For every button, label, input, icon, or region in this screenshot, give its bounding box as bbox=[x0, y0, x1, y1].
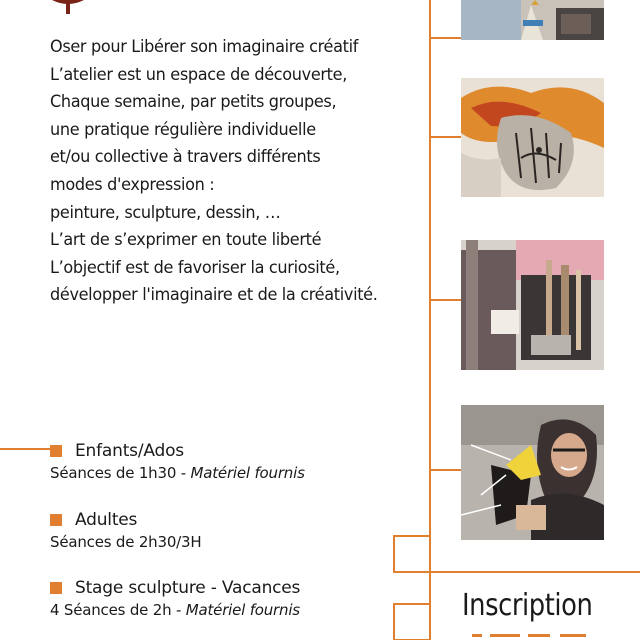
section-enfants-ados bbox=[50, 441, 305, 482]
collage-photo bbox=[461, 240, 604, 370]
section-title: Stage sculpture - Vacances bbox=[75, 578, 301, 598]
intro-line: une pratique régulière individuelle bbox=[50, 119, 316, 140]
section-detail: 4 Séances de 2h - bbox=[50, 601, 186, 619]
intro-text bbox=[50, 34, 422, 310]
intro-line: modes d'expression : bbox=[50, 174, 215, 195]
section-title: Adultes bbox=[75, 510, 138, 530]
intro-line: peinture, sculpture, dessin, … bbox=[50, 202, 281, 223]
inscription-heading: Inscription bbox=[462, 588, 593, 623]
section-detail: Séances de 1h30 - bbox=[50, 464, 191, 482]
intro-line: L’objectif est de favoriser la curiosité, bbox=[50, 257, 340, 278]
orange-square-bullet bbox=[50, 582, 62, 594]
inscription-subtext-fragment bbox=[470, 632, 590, 640]
section-adultes bbox=[50, 510, 201, 551]
section-detail: Séances de 2h30/3H bbox=[50, 533, 202, 551]
section-note: Matériel fournis bbox=[185, 601, 300, 619]
intro-line: et/ou collective à travers différents bbox=[50, 147, 321, 168]
intro-line: développer l'imaginaire et de la créativité. bbox=[50, 285, 378, 306]
intro-line: Chaque semaine, par petits groupes, bbox=[50, 92, 337, 113]
intro-line: Oser pour Libérer son imaginaire créatif bbox=[50, 37, 359, 57]
intro-line: L’atelier est un espace de découverte, bbox=[50, 64, 348, 85]
lion-painting-photo bbox=[461, 78, 604, 197]
orange-square-bullet bbox=[50, 514, 62, 526]
orange-square-bullet bbox=[50, 445, 62, 457]
intro-line: L’art de s’exprimer en toute liberté bbox=[50, 230, 322, 251]
person-with-sculpture-photo bbox=[461, 405, 604, 540]
section-note: Matériel fournis bbox=[190, 464, 305, 482]
artwork-photo bbox=[461, 0, 604, 40]
section-stage-sculpture bbox=[50, 578, 300, 619]
section-title: Enfants/Ados bbox=[75, 441, 184, 461]
logo-mark bbox=[48, 0, 88, 14]
